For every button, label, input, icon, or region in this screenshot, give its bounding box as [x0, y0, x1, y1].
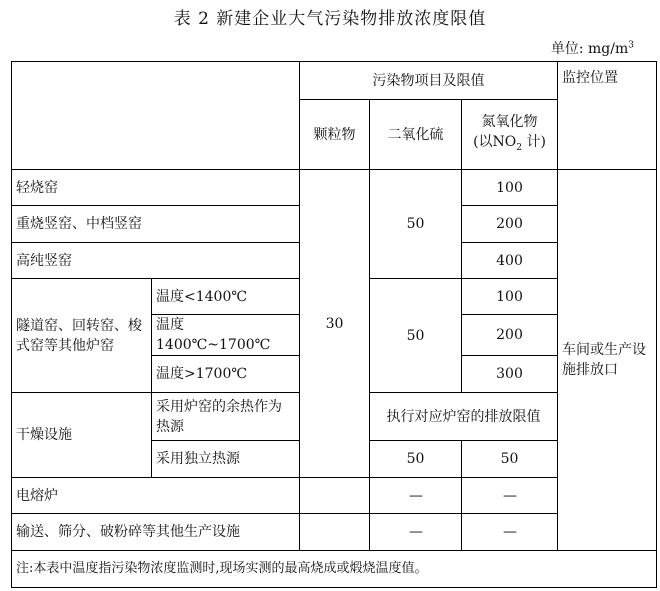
nox-value-light-kiln: 100: [462, 170, 558, 206]
so2-value-drying-independent: 50: [370, 441, 462, 478]
header-particulate: 颗粒物: [300, 100, 370, 170]
row-label-conveying: 输送、筛分、破粉碎等其他生产设施: [12, 514, 300, 551]
row-label-tunnel-kiln: 隧道窑、回转窑、梭式窑等其他炉窑: [12, 279, 152, 393]
nox-value-electric: —: [462, 478, 558, 514]
row-label-temp-low: 温度<1400℃: [152, 279, 300, 315]
nox-value-heavy-kiln: 200: [462, 206, 558, 243]
nox-value-drying-independent: 50: [462, 441, 558, 478]
row-label-drying: 干燥设施: [12, 393, 152, 478]
header-so2: 二氧化硫: [370, 100, 462, 170]
monitor-location-value: 车间或生产设施排放口: [558, 170, 657, 551]
particulate-conveying-empty: [300, 514, 370, 551]
nox-value-temp-high: 300: [462, 356, 558, 393]
header-nox-line2: (以$NO_2$ 计): [473, 133, 546, 153]
table-note: 注:本表中温度指污染物浓度监测时,现场实测的最高烧成或煅烧温度值。: [12, 551, 657, 588]
row-label-electric-furnace: 电熔炉: [12, 478, 300, 514]
header-nox-line1: 氮氧化物: [481, 113, 538, 130]
nox-value-temp-mid: 200: [462, 315, 558, 356]
so2-value-group2: 50: [370, 279, 462, 393]
nox-value-conveying: —: [462, 514, 558, 551]
nox-value-temp-low: 100: [462, 279, 558, 315]
table-note-row: [12, 551, 657, 588]
header-pollutant-group: 污染物项目及限值: [300, 62, 558, 100]
emission-limits-table: [11, 61, 657, 588]
header-monitor-location: 监控位置: [558, 62, 657, 170]
row-label-temp-high: 温度>1700℃: [152, 356, 300, 393]
table-row: [12, 170, 657, 206]
header-blank-cell: [12, 62, 300, 170]
drying-waste-heat-limit: 执行对应炉窑的排放限值: [370, 393, 558, 441]
row-label-temp-mid: 温度1400℃~1700℃: [152, 315, 300, 356]
row-label-light-kiln: 轻烧窑: [12, 170, 300, 206]
particulate-electric-empty: [300, 478, 370, 514]
unit-label: [551, 38, 634, 58]
nox-value-high-purity: 400: [462, 243, 558, 279]
so2-value-conveying: —: [370, 514, 462, 551]
so2-value-electric: —: [370, 478, 462, 514]
so2-value-group1: 50: [370, 170, 462, 279]
row-label-drying-independent: 采用独立热源: [152, 441, 300, 478]
header-row-1: [12, 62, 657, 100]
row-label-drying-waste-heat: 采用炉窑的余热作为热源: [152, 393, 300, 441]
row-label-heavy-kiln: 重烧竖窑、中档竖窑: [12, 206, 300, 243]
particulate-value: 30: [300, 170, 370, 478]
header-nox: [462, 100, 558, 170]
row-label-high-purity: 高纯竖窑: [12, 243, 300, 279]
unit-superscript: 3: [628, 40, 634, 51]
table-title: 表 2 新建企业大气污染物排放浓度限值: [173, 9, 487, 29]
nox-subscript: 2: [516, 142, 523, 153]
unit-text: 单位: mg/m: [550, 41, 629, 57]
